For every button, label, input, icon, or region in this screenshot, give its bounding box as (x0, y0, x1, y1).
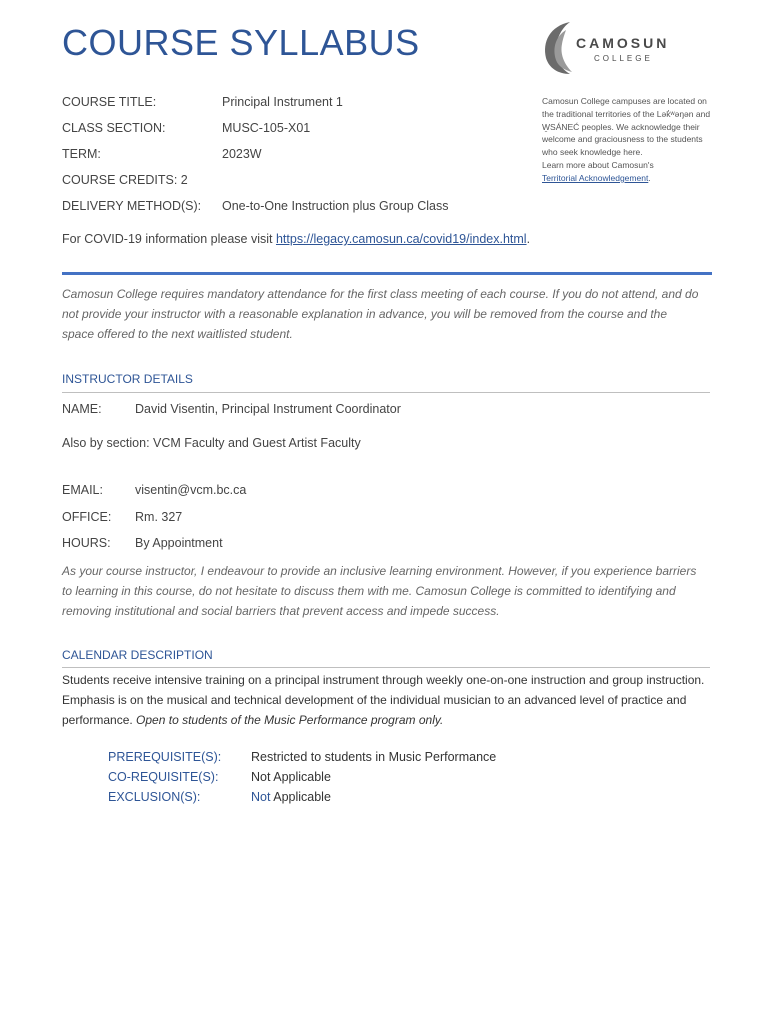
exclusion-label: EXCLUSION(S): (108, 790, 201, 804)
exclusion-value-not: Not (251, 790, 271, 804)
course-title-row (62, 95, 343, 109)
also-by-section: Also by section: VCM Faculty and Guest Artist Faculty (62, 436, 361, 450)
instructor-email-row (62, 483, 246, 497)
covid-prefix: For COVID-19 information please visit (62, 232, 276, 246)
instructor-office-label: OFFICE: (62, 510, 112, 524)
instructor-name-row (62, 402, 401, 416)
camosun-college-logo (540, 18, 680, 78)
instructor-divider (62, 392, 710, 393)
territorial-acknowledgement (542, 95, 712, 185)
delivery-method-label: DELIVERY METHOD(S): (62, 199, 202, 213)
header-divider (62, 272, 712, 275)
calendar-description-text: Students receive intensive training on a principal instrument through weekly one-on-one instruction and group instruction. Emphasis is on the musical and technical development of the individual musician to an advanced level of practice and performance. (62, 673, 705, 727)
attendance-notice: Camosun College requires mandatory attendance for the first class meeting of each course. If you do not attend, and do not provide your instructor with a reasonable explanation in advance, you will be removed from the course and the space offered to the next waitlisted student. (62, 287, 699, 341)
term-value: 2023W (222, 147, 262, 161)
class-section-value: MUSC-105-X01 (222, 121, 311, 135)
class-section-label: CLASS SECTION: (62, 121, 166, 135)
covid-info (62, 232, 530, 246)
camosun-swoosh-icon (540, 18, 580, 78)
instructor-name-value: David Visentin, Principal Instrument Coordinator (135, 402, 401, 416)
link-suffix: . (648, 172, 651, 183)
delivery-method-value: One-to-One Instruction plus Group Class (222, 199, 449, 213)
prerequisite-row (108, 750, 496, 764)
corequisite-row (108, 770, 331, 784)
instructor-email-value[interactable]: visentin@vcm.bc.ca (135, 483, 247, 497)
term-label: TERM: (62, 147, 101, 161)
instructor-hours-row (62, 536, 223, 550)
territorial-acknowledgement-link[interactable]: Territorial Acknowledgement (542, 172, 649, 183)
exclusion-value (251, 790, 331, 804)
calendar-divider (62, 667, 710, 668)
course-title-value: Principal Instrument 1 (222, 95, 343, 109)
instructor-name-label: NAME: (62, 402, 102, 416)
corequisite-value: Not Applicable (251, 770, 331, 784)
course-title-label: COURSE TITLE: (62, 95, 157, 109)
logo-wordmark: CAMOSUN (576, 35, 670, 51)
instructor-hours-label: HOURS: (62, 536, 111, 550)
inclusive-statement: As your course instructor, I endeavour to provide an inclusive learning environment. However, if you experience barriers to learning in this course, do not hesitate to discuss them with me. Camosun College is committed to identifying and removing institutional and social barriers that prevent access and impede success. (62, 564, 697, 618)
delivery-method-row (62, 199, 449, 213)
instructor-email-label: EMAIL: (62, 483, 103, 497)
exclusion-row (108, 790, 331, 804)
logo-subtext: COLLEGE (594, 54, 653, 63)
class-section-row (62, 121, 310, 135)
corequisite-label: CO-REQUISITE(S): (108, 770, 219, 784)
instructor-details-heading: INSTRUCTOR DETAILS (62, 372, 193, 386)
course-credits-row (62, 173, 188, 187)
page-title: COURSE SYLLABUS (62, 22, 420, 63)
exclusion-value-rest: Applicable (270, 790, 331, 804)
prerequisite-label: PREREQUISITE(S): (108, 750, 222, 764)
prerequisite-value: Restricted to students in Music Performance (251, 750, 497, 764)
acknowledgement-text: Camosun College campuses are located on the traditional territories of the Lək̓ʷəŋən and W̱SÁNEĆ peoples. We acknowledge their welcome and graciousness to the students who seek knowledge here. (542, 96, 711, 158)
course-credits-label: COURSE CREDITS: 2 (62, 173, 188, 187)
calendar-description-heading: CALENDAR DESCRIPTION (62, 648, 213, 662)
covid-link[interactable]: https://legacy.camosun.ca/covid19/index.html (275, 232, 527, 246)
instructor-hours-value: By Appointment (135, 536, 223, 550)
term-row (62, 147, 262, 161)
covid-suffix: . (526, 232, 531, 246)
calendar-description-italic: Open to students of the Music Performance program only. (136, 713, 444, 727)
instructor-office-row (62, 510, 182, 524)
instructor-office-value: Rm. 327 (135, 510, 183, 524)
learn-more-text: Learn more about Camosun's (542, 159, 654, 170)
calendar-description (62, 670, 710, 730)
